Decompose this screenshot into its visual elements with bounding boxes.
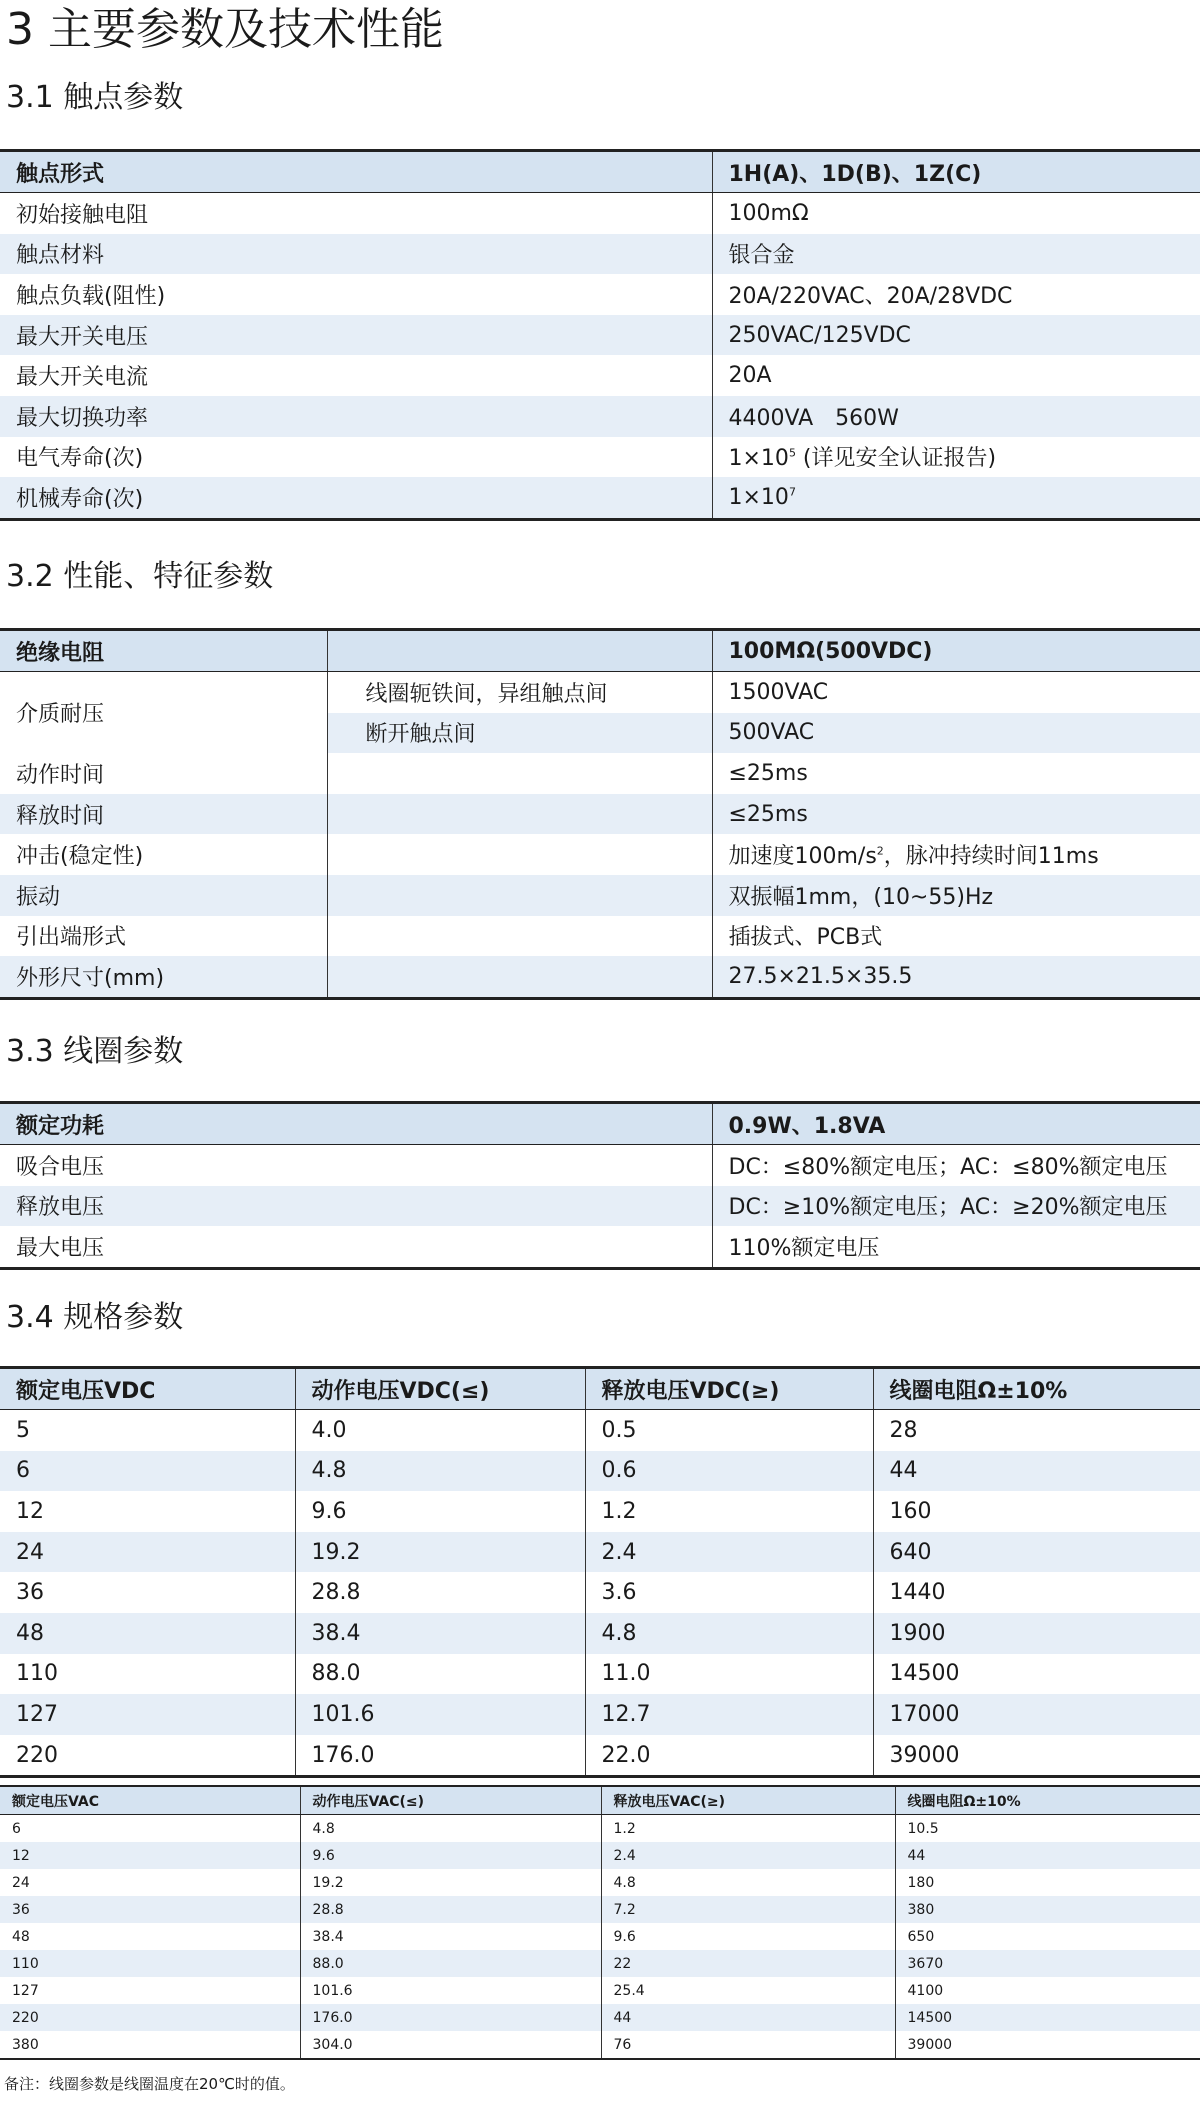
table-cell: 38.4 [295,1613,585,1654]
row-label: 动作时间 [0,753,327,794]
row-label: 释放时间 [0,794,327,835]
table-cell: 160 [873,1491,1200,1532]
table-cell: 1.2 [601,1815,895,1843]
table-cell: 4.8 [601,1869,895,1896]
header-cell: 动作电压VDC(≤) [295,1368,585,1410]
row-value: 100mΩ [712,193,1200,234]
table-cell: 19.2 [295,1532,585,1573]
header-cell: 绝缘电阻 [0,630,327,672]
table-cell: 48 [0,1923,300,1950]
table-cell: 76 [601,2031,895,2059]
table-cell: 1.2 [585,1491,873,1532]
header-cell: 动作电压VAC(≤) [300,1786,601,1815]
row-value: 27.5×21.5×35.5 [712,956,1200,998]
table-row [0,1410,1200,1451]
table-row [0,2031,1200,2059]
table-cell: 19.2 [300,1869,601,1896]
table-row [0,1226,1200,1268]
empty-cell [327,875,712,916]
table-row [0,1694,1200,1735]
row-label: 最大开关电压 [0,315,712,356]
table-row [0,1532,1200,1573]
table-cell: 127 [0,1694,295,1735]
table-row [0,1613,1200,1654]
table-cell: 1900 [873,1613,1200,1654]
row-label: 释放电压 [0,1186,712,1227]
footnote: 备注：线圈参数是线圈温度在20℃时的值。 [4,2075,295,2093]
table-row [0,234,1200,275]
table-row [0,1654,1200,1695]
table-cell: 12.7 [585,1694,873,1735]
table-row [0,1842,1200,1869]
table-row [0,2004,1200,2031]
table-cell: 6 [0,1451,295,1492]
table-row [0,956,1200,998]
table-cell: 28.8 [300,1896,601,1923]
row-label: 触点材料 [0,234,712,275]
table-cell: 101.6 [295,1694,585,1735]
value-text: (详见安全认证报告) [795,446,997,472]
table-header-row [0,1103,1200,1145]
row-label: 机械寿命(次) [0,477,712,519]
table-row [0,1950,1200,1977]
row-value: 110%额定电压 [712,1226,1200,1268]
table-cell: 101.6 [300,1977,601,2004]
header-cell: 1H(A)、1D(B)、1Z(C) [712,151,1200,193]
row-label: 电气寿命(次) [0,437,712,478]
table-row [0,1735,1200,1777]
row-value: 20A [712,355,1200,396]
table-cell: 88.0 [300,1950,601,1977]
row-label: 冲击(稳定性) [0,834,327,875]
table-row [0,834,1200,875]
table-header-row [0,151,1200,193]
table-cell: 28.8 [295,1572,585,1613]
table-cell: 36 [0,1896,300,1923]
table-cell: 180 [895,1869,1200,1896]
row-label: 外形尺寸(mm) [0,956,327,998]
table-cell: 12 [0,1842,300,1869]
row-value: ≤25ms [712,753,1200,794]
header-cell: 释放电压VAC(≥) [601,1786,895,1815]
row-value: 500VAC [712,713,1200,754]
value-text: 加速度100m/s [728,844,877,870]
table-cell: 44 [873,1451,1200,1492]
row-value: 20A/220VAC、20A/28VDC [712,274,1200,315]
table-cell: 24 [0,1532,295,1573]
table-cell: 3.6 [585,1572,873,1613]
table-row [0,1977,1200,2004]
sub-label: 断开触点间 [327,713,712,754]
superscript: 5 [788,447,796,461]
table-cell: 380 [895,1896,1200,1923]
table-row [0,1145,1200,1186]
table-row [0,1869,1200,1896]
dc-spec-table [0,1366,1200,1778]
page-title: 3 主要参数及技术性能 [6,4,444,55]
table-cell: 22.0 [585,1735,873,1777]
table-cell: 36 [0,1572,295,1613]
row-value: 1500VAC [712,672,1200,713]
table-cell: 48 [0,1613,295,1654]
table-cell: 5 [0,1410,295,1451]
table-cell: 4.0 [295,1410,585,1451]
table-cell: 110 [0,1950,300,1977]
table-header-row [0,1368,1200,1410]
table-cell: 2.4 [585,1532,873,1573]
table-cell: 44 [601,2004,895,2031]
row-label: 最大开关电流 [0,355,712,396]
header-cell: 额定电压VDC [0,1368,295,1410]
table-row [0,355,1200,396]
header-cell: 线圈电阻Ω±10% [895,1786,1200,1815]
table-cell: 9.6 [601,1923,895,1950]
table-cell: 88.0 [295,1654,585,1695]
table-cell: 176.0 [295,1735,585,1777]
row-value: DC：≤80%额定电压；AC：≤80%额定电压 [712,1145,1200,1186]
table-cell: 3670 [895,1950,1200,1977]
row-label: 最大切换功率 [0,396,712,437]
table-cell: 650 [895,1923,1200,1950]
table-cell: 12 [0,1491,295,1532]
table-cell: 38.4 [300,1923,601,1950]
value-text: ，脉冲持续时间11ms [883,844,1099,870]
sub-label: 线圈轭铁间，异组触点间 [327,672,712,713]
row-value: 插拔式、PCB式 [712,916,1200,957]
table-cell: 2.4 [601,1842,895,1869]
table-cell: 4.8 [300,1815,601,1843]
table-cell: 22 [601,1950,895,1977]
table-cell: 176.0 [300,2004,601,2031]
table-cell: 6 [0,1815,300,1843]
table-row [0,753,1200,794]
table-cell: 220 [0,2004,300,2031]
empty-cell [327,956,712,998]
value-text: 1×10 [728,484,789,510]
section-title-coil: 3.3 线圈参数 [6,1034,184,1069]
table-cell: 380 [0,2031,300,2059]
header-cell: 0.9W、1.8VA [712,1103,1200,1145]
table-cell: 4.8 [295,1451,585,1492]
table-row [0,1186,1200,1227]
header-cell: 额定功耗 [0,1103,712,1145]
table-cell: 17000 [873,1694,1200,1735]
table-cell: 127 [0,1977,300,2004]
empty-cell [327,834,712,875]
table-cell: 1440 [873,1572,1200,1613]
row-value [712,477,1200,519]
table-cell: 39000 [895,2031,1200,2059]
table-cell: 304.0 [300,2031,601,2059]
table-row [0,672,1200,713]
header-cell: 触点形式 [0,151,712,193]
table-cell: 640 [873,1532,1200,1573]
section-title-spec: 3.4 规格参数 [6,1300,184,1335]
table-row [0,437,1200,478]
row-value: 250VAC/125VDC [712,315,1200,356]
table-row [0,794,1200,835]
row-label: 最大电压 [0,1226,712,1268]
section-title-contact: 3.1 触点参数 [6,80,184,115]
table-row [0,1451,1200,1492]
coil-params-table [0,1101,1200,1270]
header-cell: 100MΩ(500VDC) [712,630,1200,672]
table-cell: 220 [0,1735,295,1777]
empty-cell [327,916,712,957]
table-cell: 110 [0,1654,295,1695]
table-cell: 44 [895,1842,1200,1869]
empty-cell [327,794,712,835]
table-row [0,315,1200,356]
row-value [712,437,1200,478]
table-cell: 7.2 [601,1896,895,1923]
table-header-row [0,630,1200,672]
row-value: ≤25ms [712,794,1200,835]
section-title-performance: 3.2 性能、特征参数 [6,559,274,594]
table-row [0,875,1200,916]
table-row [0,1491,1200,1532]
table-row [0,1896,1200,1923]
contact-params-table [0,149,1200,521]
table-cell: 14500 [895,2004,1200,2031]
table-header-row [0,1786,1200,1815]
empty-cell [327,753,712,794]
table-row [0,1923,1200,1950]
table-cell: 11.0 [585,1654,873,1695]
row-value: 双振幅1mm，(10~55)Hz [712,875,1200,916]
table-row [0,274,1200,315]
table-cell: 39000 [873,1735,1200,1777]
table-cell: 28 [873,1410,1200,1451]
performance-params-table [0,628,1200,1000]
row-label: 介质耐压 [0,672,327,754]
superscript: 7 [788,485,796,499]
table-cell: 4100 [895,1977,1200,2004]
table-cell: 4.8 [585,1613,873,1654]
row-label: 初始接触电阻 [0,193,712,234]
row-value: 4400VA 560W [712,396,1200,437]
row-label: 吸合电压 [0,1145,712,1186]
row-value: DC：≥10%额定电压；AC：≥20%额定电压 [712,1186,1200,1227]
ac-spec-table [0,1785,1200,2060]
header-cell [327,630,712,672]
row-label: 振动 [0,875,327,916]
header-cell: 线圈电阻Ω±10% [873,1368,1200,1410]
row-label: 触点负载(阻性) [0,274,712,315]
table-row [0,477,1200,519]
table-row [0,1815,1200,1843]
table-row [0,1572,1200,1613]
table-cell: 10.5 [895,1815,1200,1843]
table-cell: 25.4 [601,1977,895,2004]
value-text: 1×10 [728,446,789,472]
header-cell: 释放电压VDC(≥) [585,1368,873,1410]
table-row [0,193,1200,234]
row-value [712,834,1200,875]
table-cell: 14500 [873,1654,1200,1695]
table-cell: 9.6 [295,1491,585,1532]
table-cell: 0.6 [585,1451,873,1492]
table-row [0,916,1200,957]
superscript: 2 [876,844,884,858]
table-cell: 9.6 [300,1842,601,1869]
row-label: 引出端形式 [0,916,327,957]
table-cell: 0.5 [585,1410,873,1451]
row-value: 银合金 [712,234,1200,275]
table-cell: 24 [0,1869,300,1896]
header-cell: 额定电压VAC [0,1786,300,1815]
table-row [0,396,1200,437]
